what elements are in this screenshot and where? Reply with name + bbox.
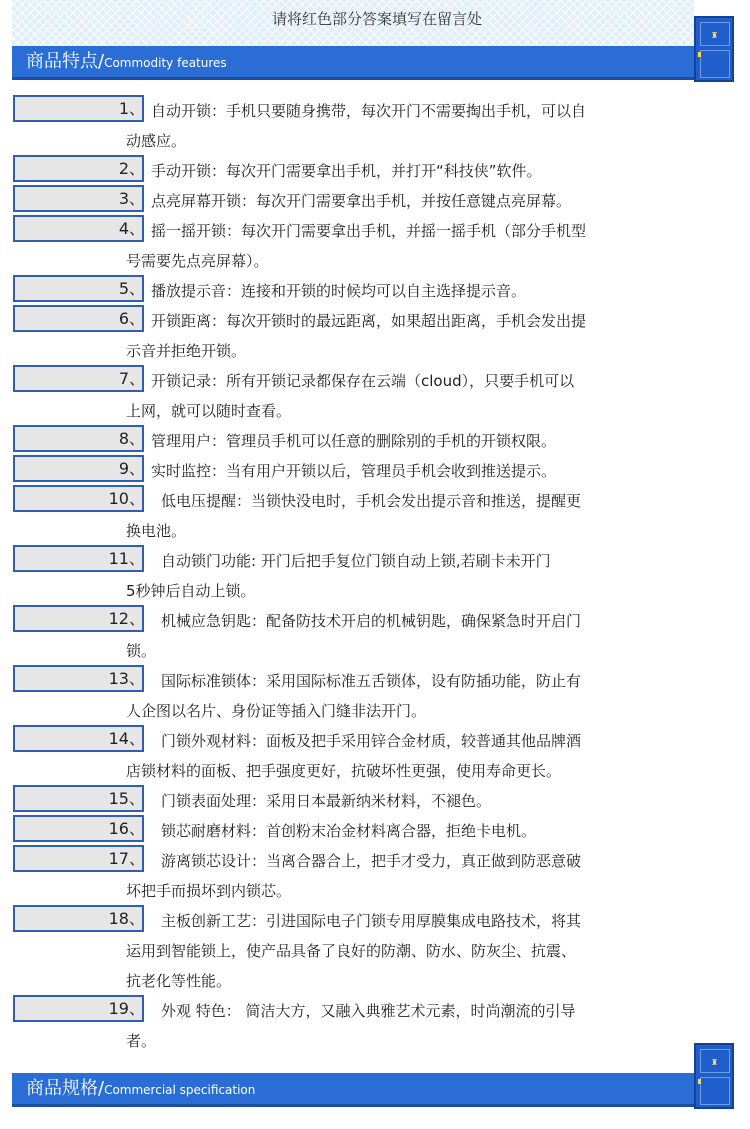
feature-text: 自动锁门功能: 开门后把手复位门锁自动上锁,若刷卡未开门 <box>161 552 551 570</box>
section-header-specs <box>12 1073 734 1107</box>
feature-number: 9、 <box>118 459 145 478</box>
feature-text-continued: 5秒钟后自动上锁。 <box>126 582 256 600</box>
feature-text-continued: 店锁材料的面板、把手强度更好，抗破坏性更强，使用寿命更长。 <box>126 762 562 780</box>
feature-text-continued: 者。 <box>126 1032 157 1050</box>
feature-text-continued: 号需要先点亮屏幕）。 <box>126 252 269 270</box>
feature-text: 外观 特色： 简洁大方，又融入典雅艺术元素，时尚潮流的引导 <box>161 1002 576 1020</box>
feature-text-continued: 示音并拒绝开锁。 <box>126 342 247 360</box>
feature-number: 6、 <box>118 309 145 328</box>
feature-number: 5、 <box>118 279 145 298</box>
feature-text: 开锁记录：所有开锁记录都保存在云端（cloud），只要手机可以 <box>151 372 575 390</box>
door-icon: ♜ <box>694 16 734 82</box>
feature-text: 锁芯耐磨材料：首创粉末冶金材料离合器，拒绝卡电机。 <box>161 822 537 840</box>
feature-text-continued: 运用到智能锁上，使产品具备了良好的防潮、防水、防灰尘、抗震、 <box>126 942 577 960</box>
feature-text-continued: 换电池。 <box>126 522 187 540</box>
feature-text: 主板创新工艺：引进国际电子门锁专用厚膜集成电路技术，将其 <box>161 912 582 930</box>
feature-number: 8、 <box>118 429 145 448</box>
feature-number: 7、 <box>118 369 145 388</box>
feature-text: 播放提示音：连接和开锁的时候均可以自主选择提示音。 <box>151 282 527 300</box>
section-title-zh: 商品规格/ <box>26 1078 105 1099</box>
feature-number: 4、 <box>118 219 145 238</box>
feature-text-continued: 上网，就可以随时查看。 <box>126 402 292 420</box>
feature-text: 游离锁芯设计：当离合器合上，把手才受力，真正做到防恶意破 <box>161 852 582 870</box>
feature-text-continued: 锁。 <box>126 642 157 660</box>
feature-number: 2、 <box>118 159 145 178</box>
section-title-en: Commodity features <box>104 56 227 70</box>
feature-text: 摇一摇开锁：每次开门需要拿出手机，并摇一摇手机（部分手机型 <box>151 222 587 240</box>
section-title-en: Commercial specification <box>104 1083 256 1097</box>
feature-number: 16、 <box>108 819 145 838</box>
feature-text: 管理用户：管理员手机可以任意的删除别的手机的开锁权限。 <box>151 432 557 450</box>
feature-text-continued: 人企图以名片、身份证等插入门缝非法开门。 <box>126 702 427 720</box>
feature-text: 手动开锁：每次开门需要拿出手机，并打开“科技侠”软件。 <box>151 162 542 180</box>
door-icon: ♜ <box>694 1043 734 1109</box>
feature-number: 12、 <box>108 609 145 628</box>
feature-number: 17、 <box>108 849 145 868</box>
feature-number: 14、 <box>108 729 145 748</box>
feature-text: 门锁外观材料：面板及把手采用锌合金材质，较普通其他品牌酒 <box>161 732 582 750</box>
feature-text-continued: 坏把手而损坏到内锁芯。 <box>126 882 292 900</box>
feature-text: 国际标准锁体：采用国际标准五舌锁体，设有防插功能，防止有 <box>161 672 582 690</box>
banner-note: 请将红色部分答案填写在留言处 <box>271 10 482 28</box>
feature-text: 门锁表面处理：采用日本最新纳米材料，不褪色。 <box>161 792 492 810</box>
section-header-features <box>12 46 734 80</box>
feature-text: 低电压提醒：当锁快没电时，手机会发出提示音和推送，提醒更 <box>161 492 582 510</box>
feature-text: 实时监控：当有用户开锁以后，管理员手机会收到推送提示。 <box>151 462 557 480</box>
feature-text: 点亮屏幕开锁：每次开门需要拿出手机，并按任意键点亮屏幕。 <box>151 192 572 210</box>
feature-number: 15、 <box>108 789 145 808</box>
feature-text-continued: 动感应。 <box>126 132 187 150</box>
feature-text: 自动开锁：手机只要随身携带，每次开门不需要掏出手机，可以自 <box>151 102 587 120</box>
feature-number: 18、 <box>108 909 145 928</box>
feature-text: 机械应急钥匙：配备防技术开启的机械钥匙，确保紧急时开启门 <box>161 612 582 630</box>
feature-number: 13、 <box>108 669 145 688</box>
feature-text: 开锁距离：每次开锁时的最远距离，如果超出距离，手机会发出提 <box>151 312 587 330</box>
feature-number: 10、 <box>108 489 145 508</box>
feature-number: 11、 <box>108 549 145 568</box>
feature-number: 19、 <box>108 999 145 1018</box>
feature-text-continued: 抗老化等性能。 <box>126 972 232 990</box>
feature-number: 3、 <box>118 189 145 208</box>
section-title-zh: 商品特点/ <box>26 51 105 72</box>
feature-number: 1、 <box>118 99 145 118</box>
